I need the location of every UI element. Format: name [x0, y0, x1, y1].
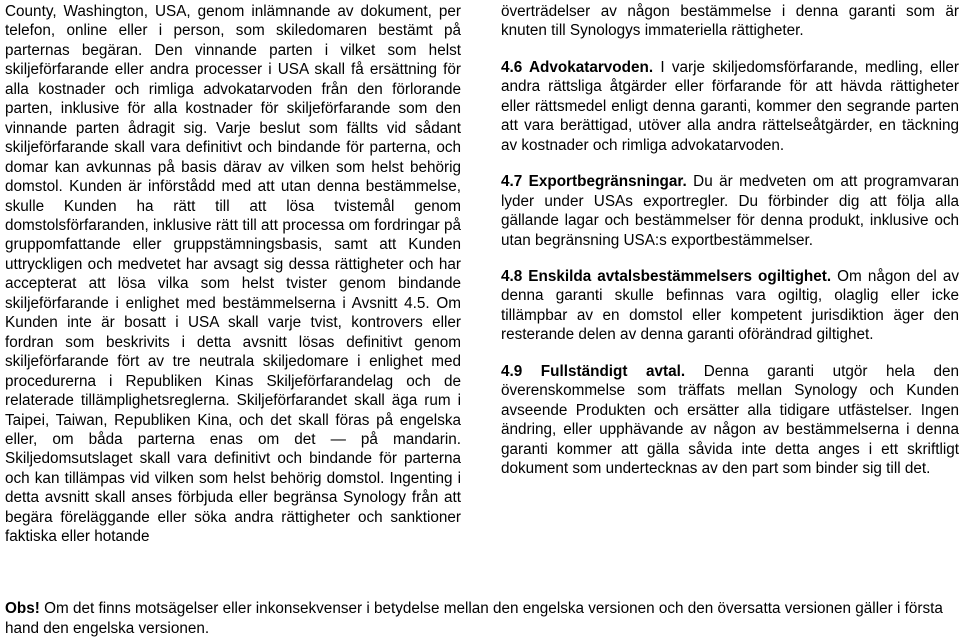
right-column [501, 2, 959, 479]
section-heading: 4.9 Fullständigt avtal. [501, 362, 686, 380]
right-column-continuation-block [501, 2, 959, 41]
section-4-7 [501, 172, 959, 250]
section-paragraph [501, 58, 959, 155]
section-body: I varje skiljedomsförfarande, medling, eller andra rättsliga åtgärder eller förfarande för att hävda rättigheter eller rättsmedel enligt denna garanti, kommer den segrande parten att vara berättigad, utöver alla andra rättelseåtgärder, en täckning av kostnader och rimliga advokatarvoden. [501, 58, 959, 154]
section-paragraph [501, 267, 959, 345]
footer-note [5, 599, 955, 638]
continuation-paragraph: överträdelser av någon bestämmelse i denna garanti som är knuten till Synologys immateriella rättigheter. [501, 3, 959, 40]
section-body: Denna garanti utgör hela den överenskommelse som träffats mellan Synology och Kunden avseende Produkten och ersätter alla tidigare utfästelser. Ingen ändring, eller upphävande av någon av bestämmelserna i denna garanti kommer att gälla såvida inte detta anges i ett skriftligt dokument som undertecknas av den part som binder sig till det. [501, 362, 959, 478]
section-4-8 [501, 267, 959, 345]
section-4-9 [501, 362, 959, 479]
section-4-6 [501, 58, 959, 155]
section-heading: 4.7 Exportbegränsningar. [501, 173, 687, 191]
left-column-paragraph: County, Washington, USA, genom inlämnande av dokument, per telefon, online eller i person, som skiledomaren bestämt på parternas begäran. Den vinnande parten i vilket som helst skiljeförfarande eller andra processer i USA skall få ersättning för alla kostnader och rimliga advokatarvoden från den förlorande parten, inklusive för alla kostnader för skiljeförfarande som den vinnande parten ådragit sig. Varje beslut som fällts vid sådant skiljeförfarande skall vara definitivt och bindande för parterna, och domar kan avkunnas på basis därav av vilken som helst behörig domstol. Kunden är införstådd med att utan denna bestämmelse, skulle Kunden ha rätt till att lösa tvistemål genom domstolsförfaranden, inklusive rätt till att processa om fordringar på gruppomfattande eller gruppstämningsbasis, samt att Kunden uttryckligen och medvetet har avsagt sig dessa rättigheter och har accepterat att lösa vilka som helst tvister genom bindande skiljeförfarande i enlighet med bestämmelserna i Avsnitt 4.5. Om Kunden inte är bosatt i USA skall varje tvist, kontrovers eller fordran som beskrivits i detta avsnitt lösas definitivt genom skiljeförfarande fört av tre neutrala skiljedomare i enlighet med procedurerna i Republiken Kinas Skiljeförfarandelag och de relaterade tillämplighetsreglerna. Skiljeförfarandet skall äga rum i Taipei, Taiwan, Republiken Kina, och det skall föras på engelska eller, om båda parterna enas om det — på mandarin. Skiljedomsutslaget skall vara definitivt och bindande för parterna och kan tillämpas vid vilken som helst behörig domstol. Ingenting i detta avsnitt skall anses förbjuda eller begränsa Synology från att begära föreläggande eller söka andra rättigheter och sanktioner faktiska eller hotande [5, 3, 461, 546]
section-paragraph [501, 362, 959, 479]
section-heading: 4.8 Enskilda avtalsbestämmelsers ogiltighet. [501, 267, 832, 285]
section-heading: 4.6 Advokatarvoden. [501, 58, 654, 76]
section-body: Du är medveten om att programvaran lyder under USAs exportregler. Du förbinder dig att följa alla gällande lagar och bestämmelser för denna produkt, inklusive och utan begränsning USA:s exportbestämmelser. [501, 173, 959, 249]
footer-note-label: Obs! [5, 600, 40, 617]
footer-note-text: Om det finns motsägelser eller inkonsekvenser i betydelse mellan den engelska versionen och den översatta versionen gäller i första hand den engelska versionen. [5, 600, 943, 637]
left-column [5, 2, 461, 547]
section-paragraph [501, 172, 959, 250]
section-body: Om någon del av denna garanti skulle befinnas vara ogiltig, olaglig eller icke tillämpbar av en domstol eller kompetent jurisdiktion äger den resterande delen av denna garanti oförändrad giltighet. [501, 267, 959, 344]
